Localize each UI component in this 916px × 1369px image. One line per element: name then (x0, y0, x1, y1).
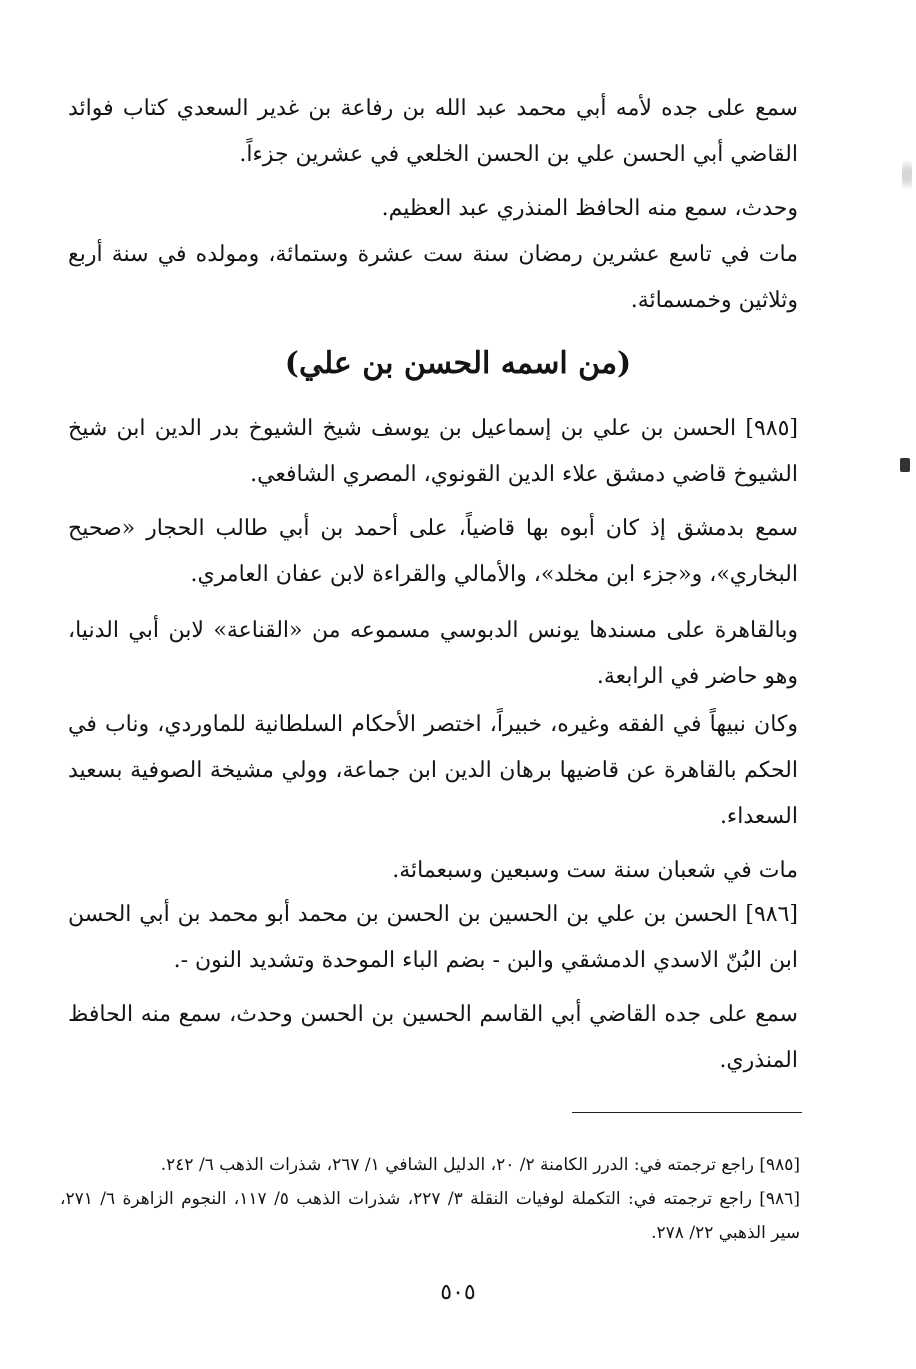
scan-speck (902, 150, 912, 200)
entry-986: [٩٨٦] الحسن بن علي بن الحسين بن الحسن بن محمد أبو محمد بن أبي الحسن ابن البُنّ الاسدي الدمشقي والبن - بضم الباء الموحدة وتشديد النون -. (68, 902, 798, 973)
paragraph-3: مات في تاسع عشرين رمضان سنة ست عشرة وستمائة، ومولده في سنة أربع وثلاثين وخمسمائة. (68, 242, 798, 313)
paragraph-985-death: مات في شعبان سنة ست وسبعين وسبعمائة. (392, 858, 798, 883)
footnote-986: [٩٨٦] راجع ترجمته في: التكملة لوفيات النقلة ٣/ ٢٢٧، شذرات الذهب ٥/ ١١٧، النجوم الزاهرة ٦/ ٢٧١، سير الذهبي ٢٢/ ٢٧٨. (60, 1189, 800, 1243)
page-number: ٥٠٥ (440, 1280, 476, 1305)
paragraph-985-career: وكان نبيهاً في الفقه وغيره، خبيراً، اختصر الأحكام السلطانية للماوردي، وناب في الحكم بالقاهرة عن قاضيها برهان الدين ابن جماعة، وولي مشيخة الصوفية بسعيد السعداء. (68, 712, 798, 829)
paragraph-1: سمع على جده لأمه أبي محمد عبد الله بن رفاعة بن غدير السعدي كتاب فوائد القاضي أبي الحسن علي بن الحسن الخلعي في عشرين جزءاً. (68, 96, 798, 167)
paragraph-986-hearing: سمع على جده القاضي أبي القاسم الحسين بن الحسن وحدث، سمع منه الحافظ المنذري. (68, 1002, 798, 1073)
section-heading: (من اسمه الحسن بن علي) (284, 346, 632, 381)
margin-mark (900, 458, 910, 472)
paragraph-985-hearing: سمع بدمشق إذ كان أبوه بها قاضياً، على أحمد بن أبي طالب الحجار «صحيح البخاري»، و«جزء ابن مخلد»، والأمالي والقراءة لابن عفان العامري. (68, 516, 798, 587)
paragraph-2: وحدث، سمع منه الحافظ المنذري عبد العظيم. (381, 196, 798, 221)
entry-985: [٩٨٥] الحسن بن علي بن إسماعيل بن يوسف شيخ الشيوخ بدر الدين ابن شيخ الشيوخ قاضي دمشق علاء الدين القونوي، المصري الشافعي. (68, 416, 798, 487)
footnote-divider (572, 1112, 802, 1113)
footnote-985: [٩٨٥] راجع ترجمته في: الدرر الكامنة ٢/ ٢٠، الدليل الشافي ١/ ٢٦٧، شذرات الذهب ٦/ ٢٤٢. (160, 1155, 800, 1175)
paragraph-985-cairo: وبالقاهرة على مسندها يونس الدبوسي مسموعه من «القناعة» لابن أبي الدنيا، وهو حاضر في الرابعة. (68, 618, 798, 689)
